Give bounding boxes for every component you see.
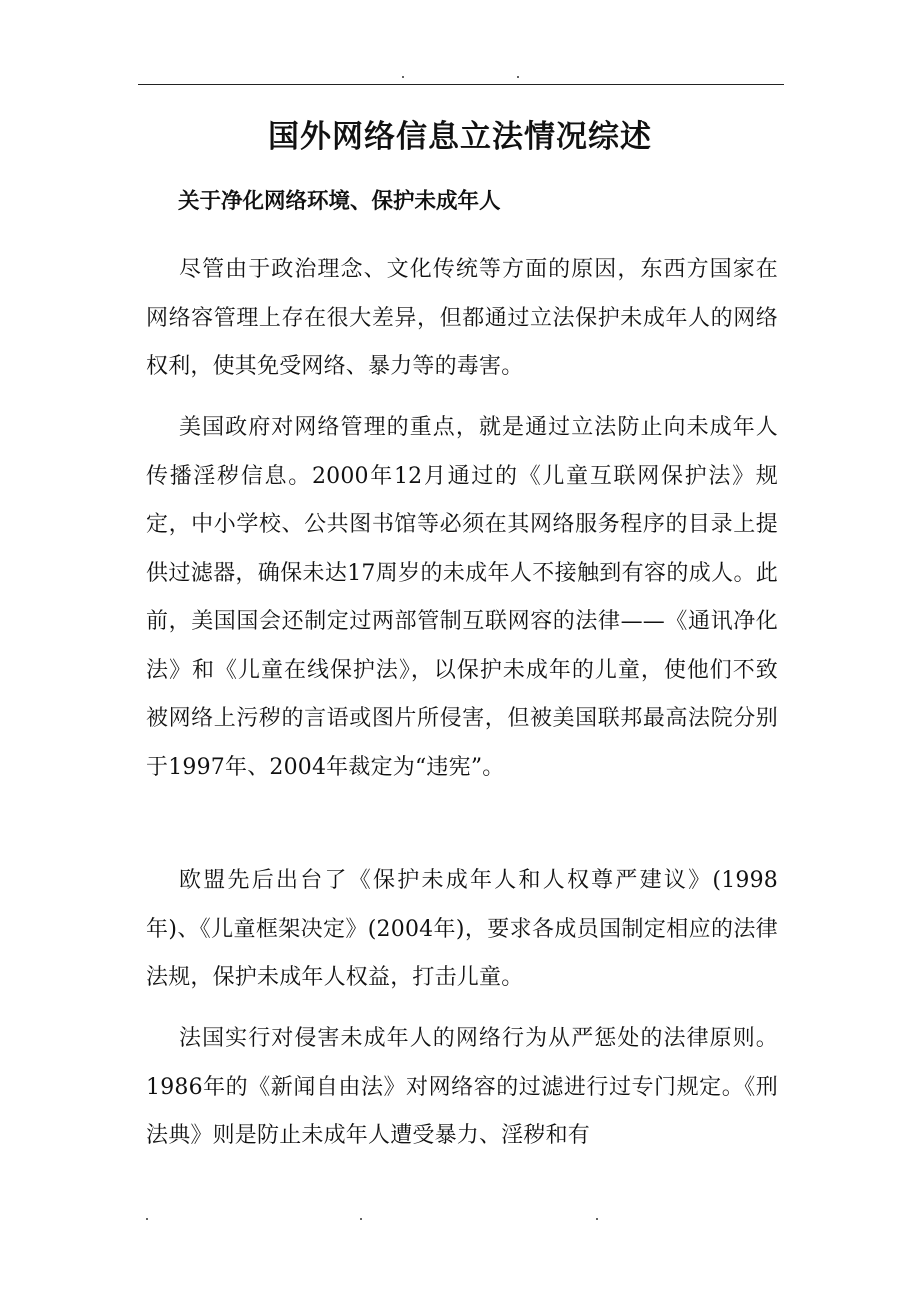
footer-dot	[146, 1218, 148, 1220]
paragraph: 法国实行对侵害未成年人的网络行为从严惩处的法律原则。1986年的《新闻自由法》对网络容的过滤进行过专门规定。《刑法典》则是防止未成年人遭受暴力、淫秽和有	[146, 1026, 778, 1148]
footer-dot	[360, 1218, 362, 1220]
document-title: 国外网络信息立法情况综述	[268, 119, 652, 155]
paragraph: 尽管由于政治理念、文化传统等方面的原因，东西方国家在网络容管理上存在很大差异，但都通过立法保护未成年人的网络权利，使其免受网络、暴力等的毒害。	[146, 257, 778, 379]
paragraph: 欧盟先后出台了《保护未成年人和人权尊严建议》(1998年)、《儿童框架决定》(2004年)，要求各成员国制定相应的法律法规，保护未成年人权益，打击儿童。	[146, 868, 778, 990]
header-dot	[517, 76, 519, 78]
section-heading: 关于净化网络环境、保护未成年人	[178, 189, 501, 214]
footer-dot	[596, 1218, 598, 1220]
header-rule	[138, 84, 784, 85]
paragraph: 美国政府对网络管理的重点，就是通过立法防止向未成年人传播淫秽信息。2000年12月通过的《儿童互联网保护法》规定，中小学校、公共图书馆等必须在其网络服务程序的目录上提供过滤器，确保未达17周岁的未成年人不接触到有容的成人。此前，美国国会还制定过两部管制互联网容的法律——《通讯净化法》和《儿童在线保护法》，以保护未成年的儿童，使他们不致被网络上污秽的言语或图片所侵害，但被美国联邦最高法院分别于1997年、2004年裁定为“违宪”。	[146, 415, 778, 780]
header-dot	[402, 76, 404, 78]
